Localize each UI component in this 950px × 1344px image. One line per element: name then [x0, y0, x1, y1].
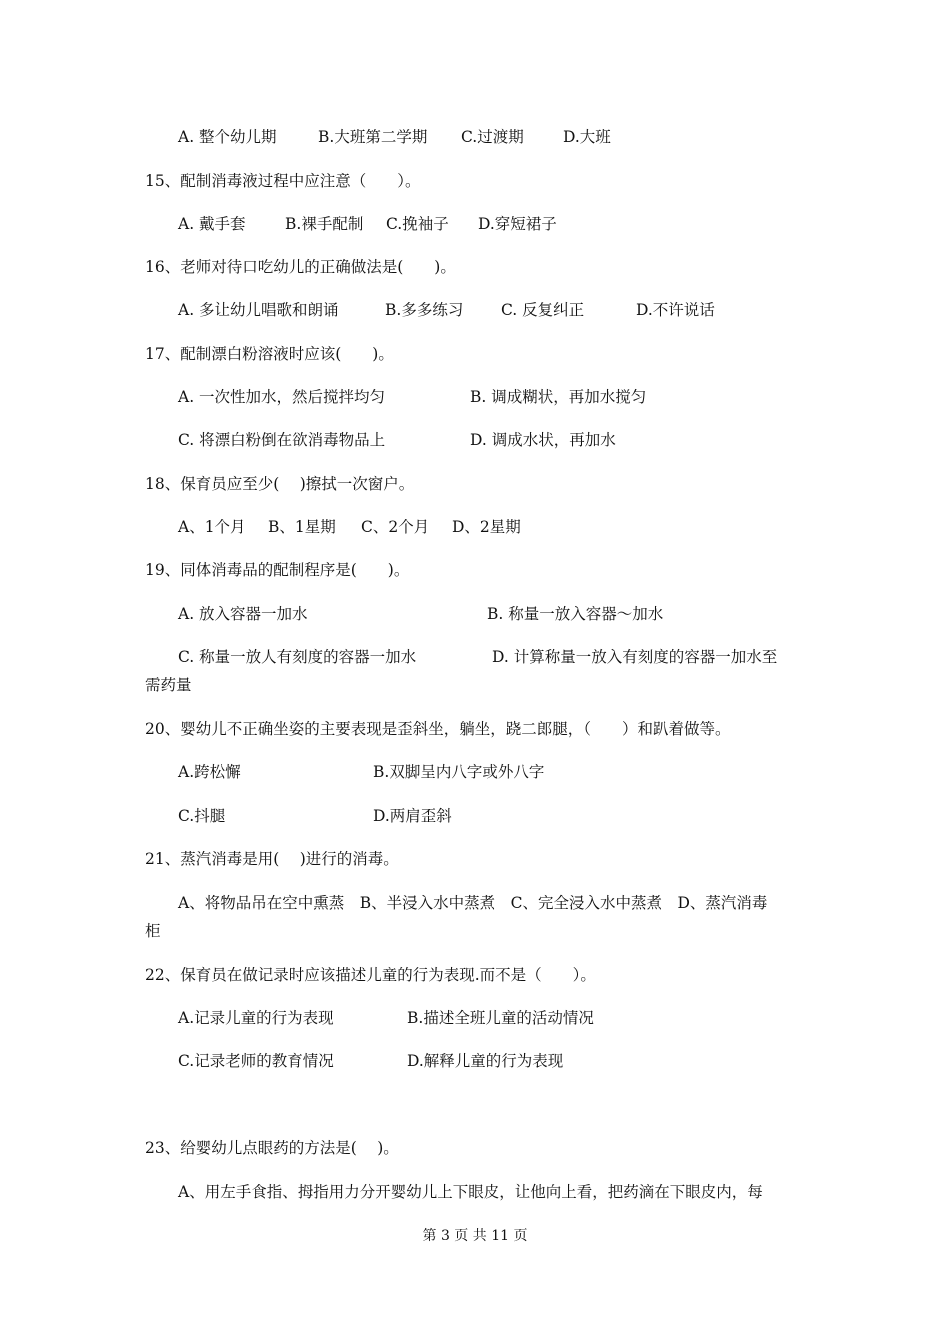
option-c: C.抖腿 [178, 807, 226, 825]
option-d: D、2星期 [452, 518, 521, 536]
question-19-option-d-continued: 需药量 [145, 676, 192, 694]
option-a: A. 整个幼儿期 [178, 128, 277, 146]
option-d: D. 调成水状，再加水 [470, 431, 616, 449]
question-21-options-line1: A、将物品吊在空中熏蒸 B、半浸入水中蒸煮 C、完全浸入水中蒸煮 D、蒸汽消毒 [178, 894, 768, 912]
question-22-stem: 22、保育员在做记录时应该描述儿童的行为表现.而不是（ ）。 [145, 966, 596, 984]
option-b: B、1星期 [268, 518, 336, 536]
question-17-stem: 17、配制漂白粉溶液时应该( )。 [145, 345, 394, 363]
option-b: B.裸手配制 [285, 215, 364, 233]
option-a: A.跨松懈 [178, 763, 241, 781]
option-d: D.大班 [563, 128, 611, 146]
question-19-stem: 19、同体消毒品的配制程序是( )。 [145, 561, 410, 579]
option-b: B.双脚呈内八字或外八字 [373, 763, 545, 781]
question-15-stem: 15、配制消毒液过程中应注意（ ）。 [145, 172, 421, 190]
question-20-stem: 20、婴幼儿不正确坐姿的主要表现是歪斜坐，躺坐，跷二郎腿，（ ）和趴着做等。 [145, 720, 731, 738]
option-d: D.解释儿童的行为表现 [407, 1052, 564, 1070]
question-21-options-line2: 柜 [145, 922, 161, 940]
option-c: C、2个月 [361, 518, 430, 536]
option-b: B.描述全班儿童的活动情况 [407, 1009, 594, 1027]
question-16-stem: 16、老师对待口吃幼儿的正确做法是( )。 [145, 258, 456, 276]
option-a: A.记录儿童的行为表现 [178, 1009, 334, 1027]
option-b: B. 调成糊状，再加水搅匀 [470, 388, 647, 406]
page-number-footer: 第 3 页 共 11 页 [422, 1228, 528, 1244]
option-c: C.记录老师的教育情况 [178, 1052, 334, 1070]
option-d: D. 计算称量一放入有刻度的容器一加水至 [492, 648, 778, 666]
option-b: B.大班第二学期 [318, 128, 428, 146]
option-a: A. 一次性加水，然后搅拌均匀 [178, 388, 386, 406]
option-d: D.不许说话 [636, 301, 715, 319]
option-a: A、1个月 [178, 518, 246, 536]
option-a: A. 戴手套 [178, 215, 246, 233]
option-d: D.穿短裙子 [478, 215, 557, 233]
option-c: C. 将漂白粉倒在欲消毒物品上 [178, 431, 386, 449]
option-c: C. 反复纠正 [501, 301, 585, 319]
option-c: C.过渡期 [461, 128, 524, 146]
option-b: B.多多练习 [385, 301, 464, 319]
question-21-stem: 21、蒸汽消毒是用( )进行的消毒。 [145, 850, 399, 868]
option-a: A. 多让幼儿唱歌和朗诵 [178, 301, 339, 319]
question-18-stem: 18、保育员应至少( )擦拭一次窗户。 [145, 475, 415, 493]
question-23-stem: 23、给婴幼儿点眼药的方法是( )。 [145, 1139, 399, 1157]
question-23-options-line1: A、用左手食指、拇指用力分开婴幼儿上下眼皮，让他向上看，把药滴在下眼皮内，每 [178, 1183, 763, 1201]
option-d: D.两肩歪斜 [373, 807, 452, 825]
option-c: C.挽袖子 [386, 215, 449, 233]
option-c: C. 称量一放人有刻度的容器一加水 [178, 648, 417, 666]
option-a: A. 放入容器一加水 [178, 605, 308, 623]
option-b: B. 称量一放入容器～加水 [487, 605, 664, 623]
